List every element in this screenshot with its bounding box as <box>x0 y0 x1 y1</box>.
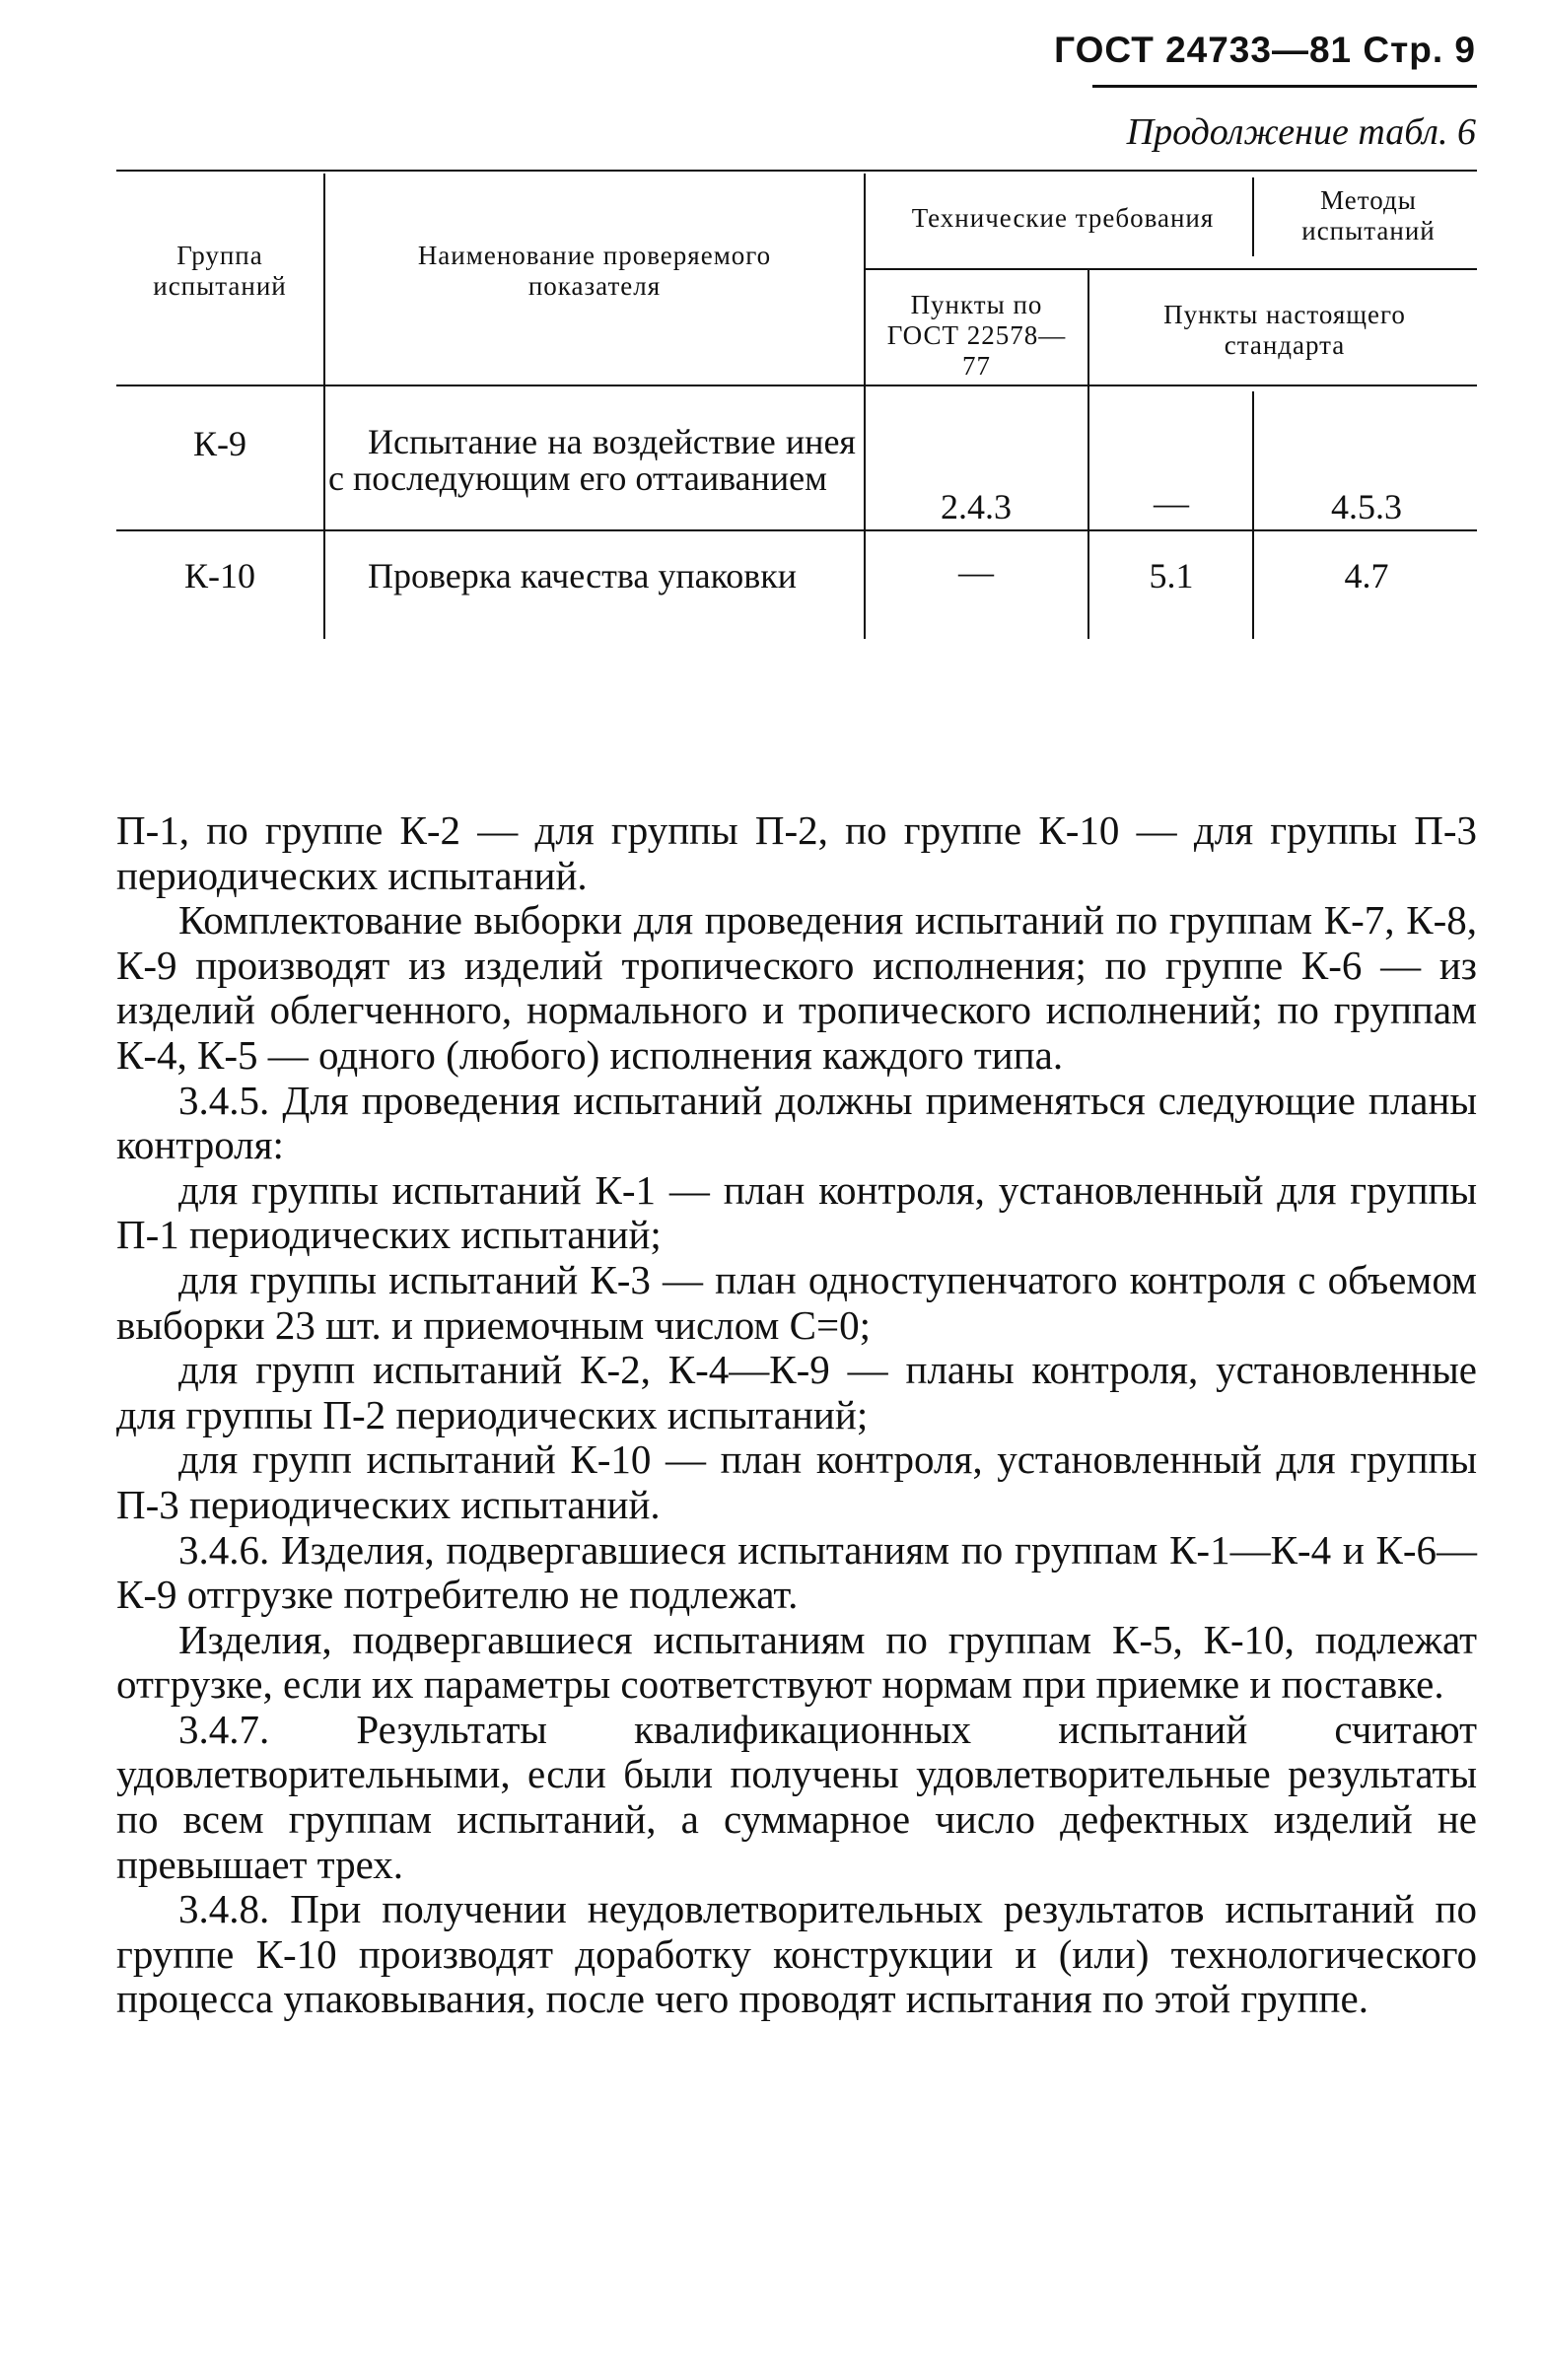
paragraph-plan-k1: для группы испытаний К-1 — план контроля, установленный для группы П-1 периодических испытаний; <box>116 1166 1477 1258</box>
paragraph-plan-k3: для группы испытаний К-3 — план одноступенчатого контроля с объемом выборки 23 шт. и приемочным числом С=0; <box>116 1256 1477 1348</box>
row-k9-method: 4.5.3 <box>1331 487 1402 526</box>
col-header-tech-requirements: Технические требования <box>911 203 1215 233</box>
col-divider-3 <box>1087 268 1089 639</box>
col-header-indicator: Наименование проверяемого показателя <box>417 241 772 302</box>
requirements-table <box>116 170 1477 643</box>
standard-number: ГОСТ 24733—81 <box>1054 30 1353 70</box>
row-k10-method: 4.7 <box>1344 556 1389 595</box>
col-header-standard-items: Пункты настоящего стандарта <box>1163 300 1406 361</box>
row-k9-gost: 2.4.3 <box>941 487 1012 526</box>
paragraph-3-4-6: 3.4.6. Изделия, подвергавшиеся испытаниям по группам К-1—К-4 и К-6—К-9 отгрузке потребителю не подлежат. <box>116 1526 1477 1618</box>
page-number: Стр. 9 <box>1363 30 1476 70</box>
header-rule <box>1092 85 1477 88</box>
row-k9-standard: — <box>1154 483 1189 523</box>
table-continuation-label: Продолжение табл. 6 <box>1126 111 1476 153</box>
paragraph-3-4-8: 3.4.8. При получении неудовлетворительных результатов испытаний по группе К-10 производят доработку конструкции и (или) технологического процесса упаковывания, после чего проводят испытания по этой группе. <box>116 1886 1477 2022</box>
header-bottom-rule <box>116 385 1477 386</box>
row-k10-gost: — <box>958 552 994 592</box>
paragraph-3-4-5: 3.4.5. Для проведения испытаний должны применяться следующие планы контроля: <box>116 1077 1477 1168</box>
col-header-methods: Методы испытаний <box>1301 185 1436 246</box>
row-k9-group: К-9 <box>193 424 246 463</box>
row-separator <box>116 529 1477 531</box>
paragraph-sampling: Комплектование выборки для проведения испытаний по группам К-7, К-8, К-9 производят из изделий тропического исполнения; по группе К-6 — из изделий облегченного, нормального и тропического исполнений; по группам К-4, К-5 — одного (любого) исполнения каждого типа. <box>116 897 1477 1078</box>
col-header-gost-items: Пункты по ГОСТ 22578—77 <box>886 290 1067 382</box>
table-top-rule <box>116 170 1477 172</box>
header-sub-rule <box>864 268 1477 270</box>
paragraph-plan-k10: для групп испытаний К-10 — план контроля, установленный для группы П-3 периодических испытаний. <box>116 1436 1477 1527</box>
paragraph-3-4-7: 3.4.7. Результаты квалификационных испытаний считают удовлетворительными, если были получены удовлетворительные результаты по всем группам испытаний, а суммарное число дефектных изделий не превышает трех. <box>116 1706 1477 1887</box>
row-k9-indicator: Испытание на воздействие инея с последующим его оттаиванием <box>328 422 856 498</box>
row-k10-group: К-10 <box>184 556 255 595</box>
paragraph-plan-k2-k9: для групп испытаний К-2, К-4—К-9 — планы контроля, установленные для группы П-2 периодических испытаний; <box>116 1347 1477 1437</box>
row-k10-indicator: Проверка качества упаковки <box>368 556 798 595</box>
col-divider-1 <box>323 174 325 639</box>
page-header <box>1054 30 1476 71</box>
paragraph-shipment: Изделия, подвергавшиеся испытаниям по группам К-5, К-10, подлежат отгрузке, если их параметры соответствуют нормам при приемке и поставке. <box>116 1616 1477 1708</box>
col-divider-4b <box>1252 391 1254 639</box>
col-header-group: Группа испытаний <box>153 241 287 302</box>
row-k10-standard: 5.1 <box>1149 556 1194 595</box>
paragraph-continuation: П-1, по группе К-2 — для группы П-2, по группе К-10 — для группы П-3 периодических испытаний. <box>116 807 1477 898</box>
col-divider-2 <box>864 174 866 639</box>
body-text <box>116 808 1477 2022</box>
